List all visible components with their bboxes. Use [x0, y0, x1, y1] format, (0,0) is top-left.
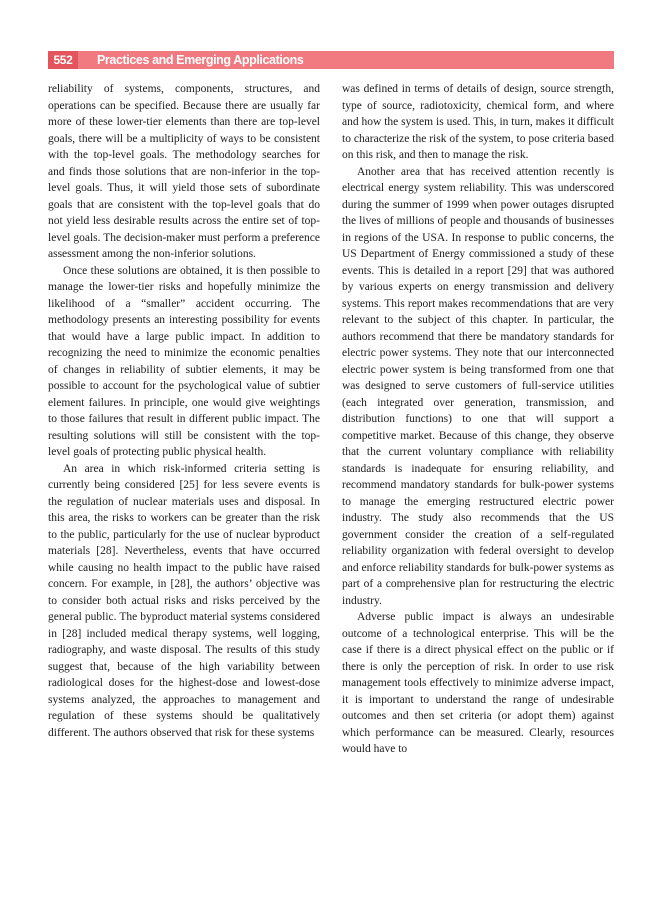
- running-title: Practices and Emerging Applications: [97, 53, 304, 67]
- paragraph: Adverse public impact is always an undesirable outcome of a technological enterprise. This will be the case if there is a direct physical effect on the public or if there is only the perception of risk. In order to use risk management tools effectively to minimize adverse impact, it is important to understand the range of undesirable outcomes and then set criteria (or adopt them) against which performance can be measured. Clearly, resources would have to: [342, 611, 614, 755]
- paragraph: An area in which risk-informed criteria setting is currently being considered [25] for less severe events is the regulation of nuclear materials uses and disposal. In this area, the risks to workers can be greater than the risk to the public, particularly for the use of nuclear byproduct materials [28]. Nevertheless, events that have occurred while causing no health impact to the public have raised concern. For example, in [28], the authors’ objective was to consider both actual risks and risks perceived by the general public. The byproduct material systems considered in [28] included medical therapy systems, well logging, radiography, and waste disposal. The results of this study suggest that, because of the high variability between radiological doses for the highest-dose and lowest-dose systems analyzed, the approaches to management and regulation of these systems should be qualitatively different. The authors observed that risk for these systems: [48, 462, 320, 739]
- paragraph: Another area that has received attention recently is electrical energy system reliability. This was underscored during the summer of 1999 when power outages disrupted the lives of millions of people and thousands of businesses in regions of the USA. In response to public concerns, the US Department of Energy commissioned a study of these events. This is detailed in a report [29] that was authored by various experts on energy transmission and delivery systems. This report makes recommendations that are very relevant to the subject of this chapter. In particular, the authors recommend that there be mandatory standards for electric power systems. They note that our interconnected electric power system is being transformed from one that was designed to serve customers of full-service utilities (each integrated over generation, transmission, and distribution functions) to one that will support a competitive market. Because of this change, they observe that the current voluntary compliance with reliability standards is inadequate for ensuring reliability, and recommend mandatory standards for bulk-power systems to manage the emerging restructured electric power industry. The study also recommends that the US government consider the creation of a self-regulated reliability organization with federal oversight to develop and enforce reliability standards for bulk-power systems as part of a comprehensive plan for restructuring the electric industry.: [342, 165, 614, 607]
- paragraph: reliability of systems, components, structures, and operations can be specified. Because there are usually far more of these lower-tier elements than there are top-level goals, there will be a multiplicity of ways to be consistent with the top-level goals. The methodology searches for and finds those solutions that are non-inferior in the top-level goals. Thus, it will yield those sets of subordinate goals that are consistent with the top-level goals that do not yield less desirable results across the entire set of top-level goals. The decision-maker must perform a preference assessment among the non-inferior solutions.: [48, 83, 320, 260]
- running-header: [48, 51, 614, 69]
- right-column: [342, 81, 614, 758]
- paragraph: Once these solutions are obtained, it is then possible to manage the lower-tier risks and hopefully minimize the likelihood of a “smaller” accident occurring. The methodology presents an interesting possibility for events that would have a large public impact. In addition to recognizing the need to minimize the economic penalties of changes in reliability of subtier elements, it may be possible to account for the psychological value of subtier element failures. In principle, one would give weightings to those failures that result in different public impact. The resulting solutions will still be consistent with the top-level goals of protecting public physical health.: [48, 264, 320, 458]
- paragraph: was defined in terms of details of design, source strength, type of source, radiotoxicity, chemical form, and where and how the system is used. This, in turn, makes it difficult to characterize the risk of the system, to pose criteria based on this risk, and then to manage the risk.: [342, 83, 614, 161]
- page-number: 552: [48, 51, 78, 69]
- left-column: [48, 81, 320, 741]
